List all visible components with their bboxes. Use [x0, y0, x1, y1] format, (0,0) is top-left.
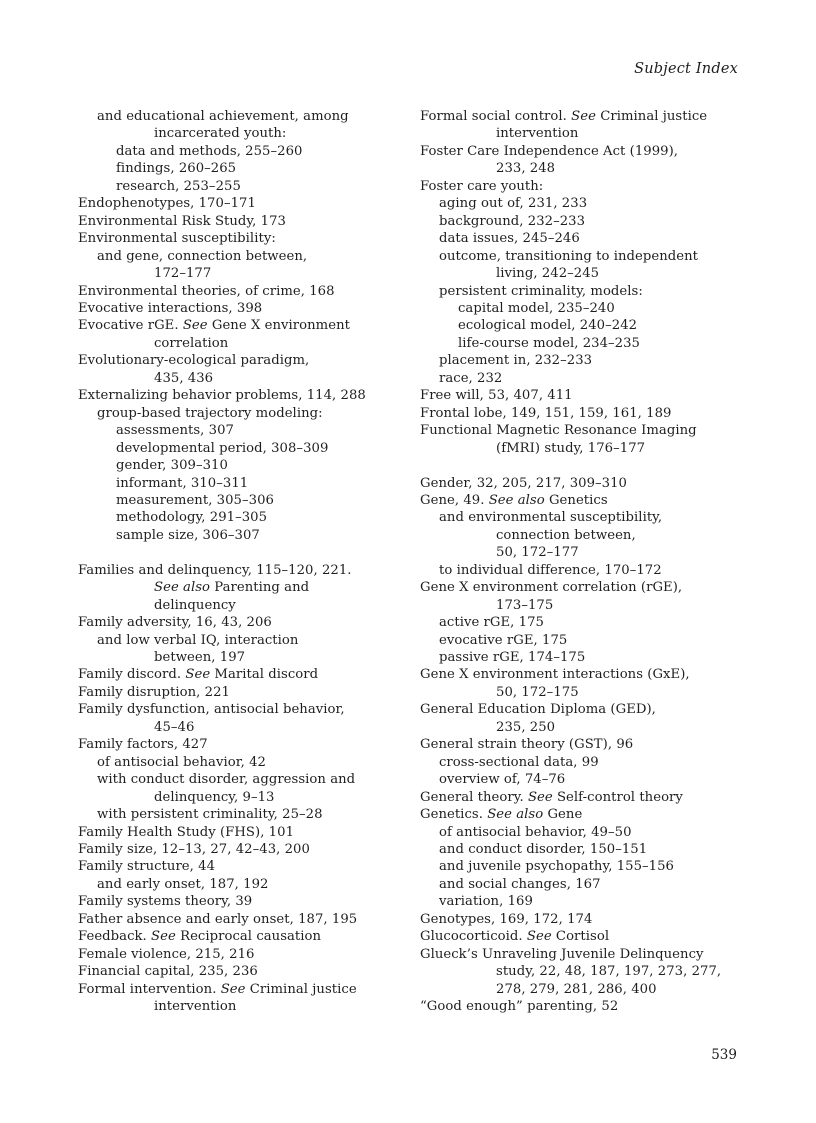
- index-subentry: life-course model, 234–235: [458, 335, 640, 351]
- index-subentry: with conduct disorder, aggression and: [97, 772, 356, 788]
- index-entry: Father absence and early onset, 187, 195: [78, 911, 358, 927]
- index-subentry: gender, 309–310: [116, 458, 228, 474]
- index-entry: Frontal lobe, 149, 151, 159, 161, 189: [420, 405, 672, 421]
- index-entry-continuation: delinquency, 9–13: [154, 789, 275, 805]
- see-reference: See also: [154, 580, 211, 596]
- index-entry-continuation: 45–46: [154, 719, 195, 735]
- index-entry: Financial capital, 235, 236: [78, 964, 258, 980]
- index-entry-continuation: connection between,: [496, 527, 636, 543]
- index-entry: Environmental theories, of crime, 168: [78, 283, 335, 299]
- entry-text: Reciprocal causation: [175, 929, 322, 945]
- index-subentry: informant, 310–311: [116, 475, 249, 491]
- index-entry: Family adversity, 16, 43, 206: [78, 615, 272, 631]
- index-entry: Family size, 12–13, 27, 42–43, 200: [78, 842, 310, 858]
- index-entry: Evocative interactions, 398: [78, 300, 263, 316]
- index-subentry: and juvenile psychopathy, 155–156: [439, 859, 674, 875]
- entry-text: Formal social control.: [420, 109, 572, 124]
- entry-text: Criminal justice: [595, 109, 708, 124]
- entry-text: Family discord.: [78, 667, 186, 683]
- index-subentry: and educational achievement, among: [97, 109, 349, 124]
- index-entry-continuation: (fMRI) study, 176–177: [496, 440, 646, 456]
- entry-text: Genetics.: [420, 807, 488, 823]
- entry-text: Glucocorticoid.: [420, 929, 527, 945]
- index-entry-continuation: between, 197: [154, 650, 246, 666]
- index-entry-continuation: 173–175: [496, 597, 554, 613]
- index-entry: Family disruption, 221: [78, 684, 230, 700]
- index-entry: Evolutionary-ecological paradigm,: [78, 353, 310, 369]
- see-reference: See: [571, 109, 596, 124]
- index-entry: Endophenotypes, 170–171: [78, 196, 256, 212]
- index-entry: “Good enough” parenting, 52: [420, 999, 619, 1015]
- see-reference: See: [526, 929, 552, 945]
- index-entry: [78, 317, 398, 334]
- index-subentry: measurement, 305–306: [116, 492, 274, 508]
- index-entry: General Education Diploma (GED),: [420, 702, 656, 718]
- index-entry-continuation: correlation: [154, 335, 229, 351]
- index-subentry: ecological model, 240–242: [458, 318, 638, 334]
- see-reference: See: [220, 981, 246, 997]
- index-entry: General strain theory (GST), 96: [420, 737, 634, 753]
- see-reference: See: [151, 929, 176, 945]
- page-number: 539: [711, 1047, 737, 1063]
- index-entry: Family dysfunction, antisocial behavior,: [78, 702, 345, 718]
- index-entry: Functional Magnetic Resonance Imaging: [420, 423, 697, 439]
- index-entry: [78, 928, 398, 945]
- index-entry: [78, 981, 398, 998]
- index-entry: [420, 806, 750, 823]
- index-subentry: race, 232: [439, 370, 503, 386]
- index-subentry: developmental period, 308–309: [116, 440, 329, 456]
- entry-text: Cortisol: [551, 929, 610, 945]
- index-entry: Gene X environment correlation (rGE),: [420, 580, 683, 596]
- index-entry: [78, 666, 398, 683]
- index-subentry: aging out of, 231, 233: [439, 196, 588, 212]
- running-head: Subject Index: [634, 61, 738, 77]
- index-entry: Family structure, 44: [78, 859, 216, 875]
- entry-text: Genetics: [544, 492, 608, 508]
- index-subentry: and gene, connection between,: [97, 248, 308, 264]
- index-entry: Foster care youth:: [420, 178, 544, 194]
- index-subentry: group-based trajectory modeling:: [97, 405, 323, 421]
- entry-text: Formal intervention.: [78, 981, 221, 997]
- entry-text: Gene: [543, 807, 583, 823]
- index-subentry: assessments, 307: [116, 423, 234, 439]
- index-entry: [420, 492, 750, 509]
- index-entry: Family systems theory, 39: [78, 894, 253, 910]
- see-reference: See: [527, 789, 553, 805]
- index-entry: Female violence, 215, 216: [78, 946, 255, 962]
- see-reference: See: [185, 667, 211, 683]
- see-reference: See also: [488, 492, 545, 508]
- index-entry-continuation: 233, 248: [496, 161, 556, 177]
- index-subentry: data and methods, 255–260: [116, 143, 303, 159]
- entry-text: Self-control theory: [552, 789, 683, 805]
- index-entry: Glueck’s Unraveling Juvenile Delinquency: [420, 946, 704, 962]
- index-subentry: sample size, 306–307: [116, 527, 260, 543]
- index-subentry: and social changes, 167: [439, 876, 601, 892]
- see-reference: See also: [487, 807, 544, 823]
- index-subentry: with persistent criminality, 25–28: [97, 807, 323, 823]
- index-entry-continuation: incarcerated youth:: [154, 126, 287, 142]
- index-entry-continuation: study, 22, 48, 187, 197, 273, 277,: [496, 964, 722, 980]
- index-column-left: [78, 108, 398, 1016]
- index-entry: Foster Care Independence Act (1999),: [420, 143, 679, 159]
- index-subentry: background, 232–233: [439, 213, 586, 229]
- entry-text: Criminal justice: [245, 981, 357, 997]
- index-subentry: evocative rGE, 175: [439, 632, 568, 648]
- index-entry-continuation: 50, 172–175: [496, 684, 579, 700]
- index-entry-continuation: 278, 279, 281, 286, 400: [496, 981, 657, 997]
- index-entry: Environmental susceptibility:: [78, 231, 276, 247]
- index-entry: Family factors, 427: [78, 737, 208, 753]
- index-entry: [420, 108, 750, 125]
- index-subentry: of antisocial behavior, 42: [97, 754, 266, 770]
- index-entry-continuation: 50, 172–177: [496, 545, 579, 561]
- index-entry: Environmental Risk Study, 173: [78, 213, 286, 229]
- index-entry: Gene X environment interactions (GxE),: [420, 667, 690, 683]
- index-subentry: active rGE, 175: [439, 615, 544, 631]
- index-subentry: methodology, 291–305: [116, 510, 268, 526]
- entry-text: Evocative rGE.: [78, 318, 183, 334]
- see-reference: See: [182, 318, 208, 334]
- index-entry-continuation: [78, 579, 398, 596]
- index-entry-continuation: living, 242–245: [496, 266, 600, 282]
- index-entry: Gender, 32, 205, 217, 309–310: [420, 475, 627, 491]
- entry-text: Feedback.: [78, 929, 152, 945]
- index-subentry: and early onset, 187, 192: [97, 876, 269, 892]
- index-entry-continuation: 235, 250: [496, 719, 556, 735]
- entry-text: General theory.: [420, 789, 528, 805]
- entry-text: Marital discord: [210, 667, 319, 683]
- index-subentry: data issues, 245–246: [439, 231, 580, 247]
- index-entry: Families and delinquency, 115–120, 221.: [78, 562, 352, 578]
- index-subentry: and conduct disorder, 150–151: [439, 842, 648, 858]
- index-subentry: cross-sectional data, 99: [439, 754, 599, 770]
- index-entry: Externalizing behavior problems, 114, 288: [78, 388, 366, 404]
- index-subentry: persistent criminality, models:: [439, 283, 643, 299]
- index-entry: Genotypes, 169, 172, 174: [420, 911, 593, 927]
- index-subentry: of antisocial behavior, 49–50: [439, 824, 632, 840]
- index-subentry: outcome, transitioning to independent: [439, 248, 699, 264]
- index-entry-continuation: 435, 436: [154, 370, 214, 386]
- index-subentry: findings, 260–265: [116, 161, 237, 177]
- index-entry-continuation: intervention: [496, 126, 579, 142]
- index-subentry: to individual difference, 170–172: [439, 562, 662, 578]
- index-entry: Free will, 53, 407, 411: [420, 388, 573, 404]
- index-column-right: [420, 108, 750, 1016]
- index-subentry: capital model, 235–240: [458, 300, 615, 316]
- index-subentry: placement in, 232–233: [439, 353, 593, 369]
- index-subentry: passive rGE, 174–175: [439, 650, 586, 666]
- index-entry-continuation: delinquency: [154, 597, 236, 613]
- index-subentry: and environmental susceptibility,: [439, 510, 663, 526]
- index-letter-gap: [78, 544, 398, 561]
- index-subentry: overview of, 74–76: [439, 772, 566, 788]
- index-entry: Family Health Study (FHS), 101: [78, 824, 295, 840]
- index-entry-continuation: intervention: [154, 999, 237, 1015]
- index-entry: [420, 928, 750, 945]
- index-entry: [420, 789, 750, 806]
- index-letter-gap: [420, 457, 750, 474]
- entry-text: Gene X environment: [207, 318, 350, 334]
- index-subentry: variation, 169: [439, 894, 533, 910]
- index-entry-continuation: 172–177: [154, 266, 212, 282]
- index-subentry: research, 253–255: [116, 178, 241, 194]
- entry-text: Parenting and: [210, 580, 310, 596]
- entry-text: Gene, 49.: [420, 492, 489, 508]
- index-subentry: and low verbal IQ, interaction: [97, 632, 299, 648]
